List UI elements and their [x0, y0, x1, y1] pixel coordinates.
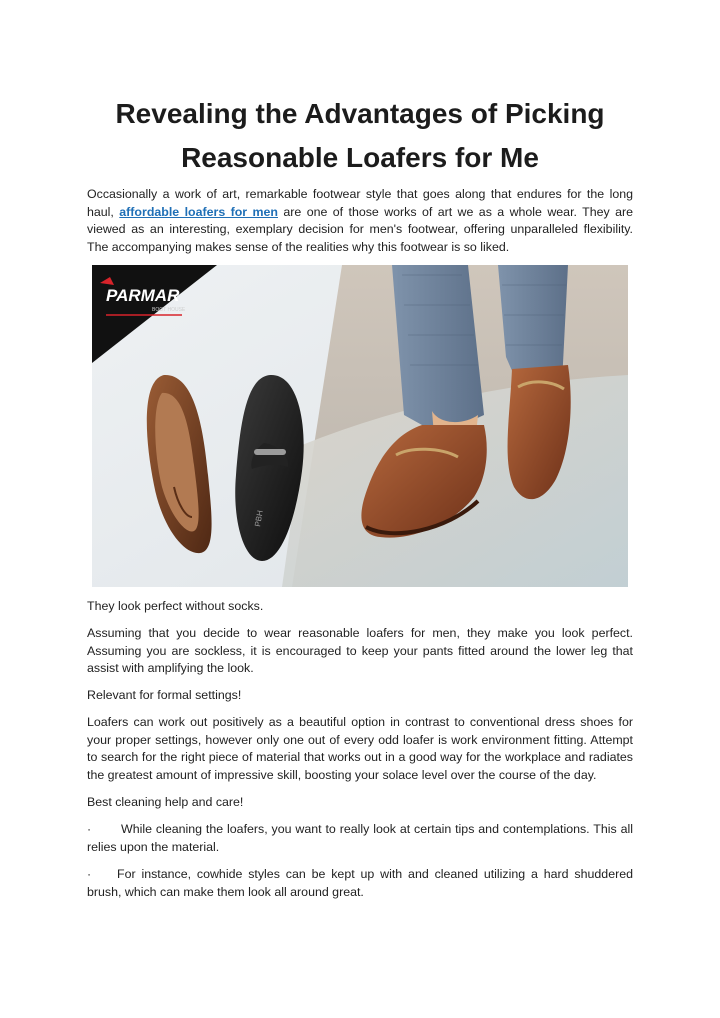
bullet-marker: · — [87, 822, 92, 836]
bullet-text: For instance, cowhide styles can be kept up with and cleaned utilizing a hard shuddered brush, which can make them look all around great. — [87, 867, 633, 899]
section3-heading: Best cleaning help and care! — [87, 795, 244, 809]
loafers-hero-image — [92, 265, 628, 587]
intro-text-end: are one of those works of art we as a whole wear. They are viewed as an interesting, exemplary decision for men's footwear, offering unparalleled flexibility. The accompanying makes sense of the realities why this footwear is so liked. — [87, 204, 633, 254]
section1-heading: They look perfect without socks. — [87, 599, 264, 613]
bullet-marker: · — [87, 867, 92, 881]
section1-body: Assuming that you decide to wear reasonable loafers for men, they make you look perfect. Assuming you are sockless, it is encouraged to keep your pants fitted around the lower leg that assist with amplifying the look. — [87, 626, 633, 676]
affordable-loafers-link[interactable]: affordable loafers for men — [119, 204, 278, 219]
bullet-text: While cleaning the loafers, you want to really look at certain tips and contemplations. This all relies upon the material. — [87, 822, 633, 854]
brand-subtitle: BOOT HOUSE — [152, 307, 186, 313]
bullet-item-2 — [87, 866, 633, 901]
section2-body: Loafers can work out positively as a beautiful option in contrast to conventional dress shoes for your proper settings, however only one out of every odd loafer is work environment fitting. Attempt to search for the right piece of material that works out in a good way for the workplace and radiates the greatest amount of impressive skill, boosting your solace level over the course of the day. — [87, 715, 633, 782]
intro-paragraph — [87, 186, 633, 256]
document-title — [60, 92, 660, 180]
intro-text-start: Occasionally a work of art, remarkable footwear style that goes along that endures for the long haul, — [87, 187, 633, 219]
bullet-item-1 — [87, 821, 633, 856]
brand-name: PARMAR — [106, 286, 180, 305]
section2-heading: Relevant for formal settings! — [87, 688, 242, 702]
sole-mark: PBH — [253, 509, 265, 528]
title-line-1: Revealing the Advantages of Picking — [115, 98, 605, 129]
title-line-2: Reasonable Loafers for Me — [181, 142, 539, 173]
